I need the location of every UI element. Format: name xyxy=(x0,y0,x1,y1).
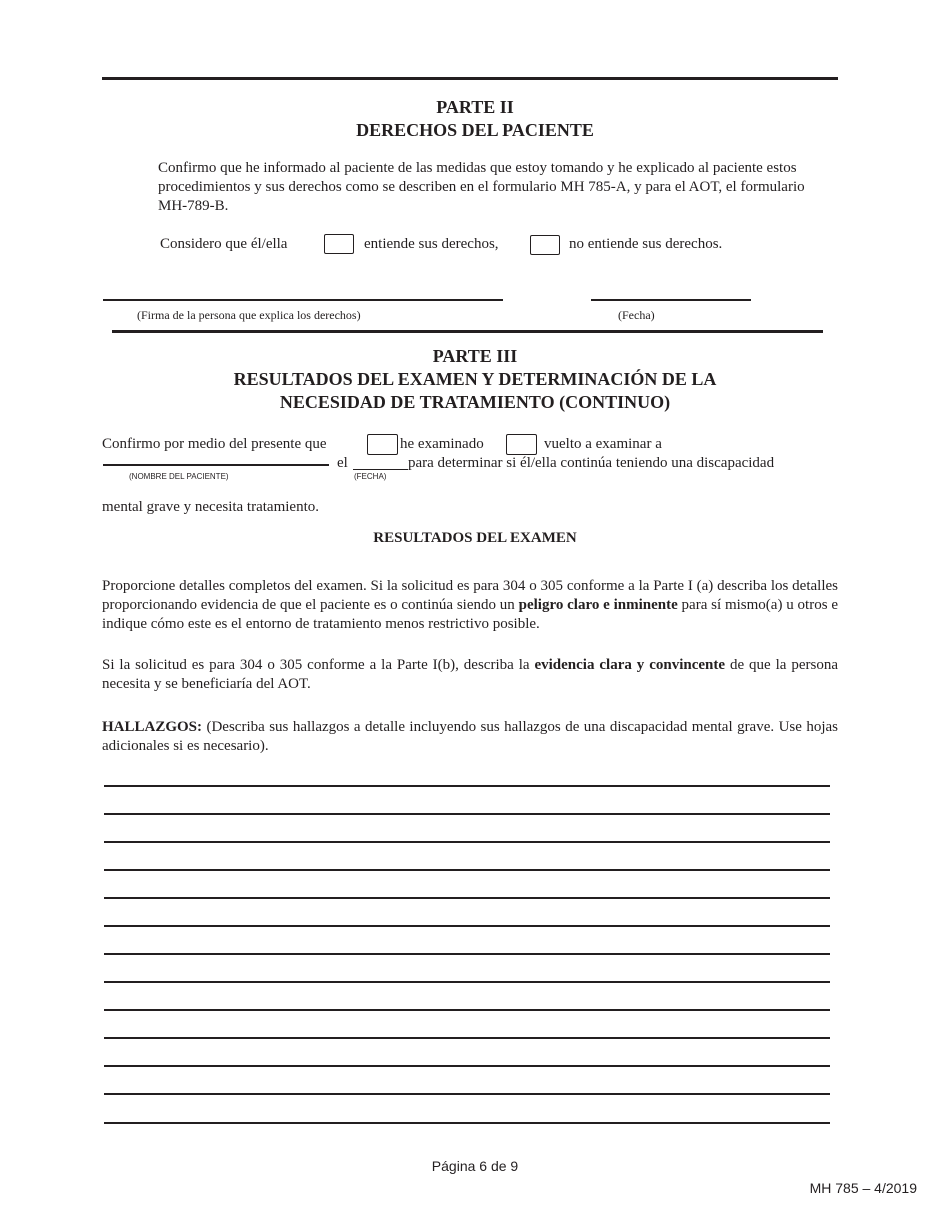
findings-line xyxy=(104,785,830,787)
findings-label: HALLAZGOS: xyxy=(102,719,203,735)
patient-name-field[interactable] xyxy=(104,447,328,464)
part3-title-line1: RESULTADOS DEL EXAMEN Y DETERMINACIÓN DE LA xyxy=(233,369,717,389)
examined-label: he examinado xyxy=(400,436,484,452)
part2-statement: Confirmo que he informado al paciente de las medidas que estoy tomando y he explicado al paciente estos procedimientos y sus derechos como se describen en el formulario MH 785-A, y para el AOT, el formulario MH-789-B. xyxy=(158,160,805,214)
part2-heading: PARTE II xyxy=(436,97,514,117)
part3-title-line2: NECESIDAD DE TRATAMIENTO (CONTINUO) xyxy=(279,392,671,412)
details-bold: peligro claro e inminente xyxy=(518,597,678,613)
findings-line xyxy=(104,981,830,983)
findings-text: (Describa sus hallazgos a detalle incluyendo sus hallazgos de una discapacidad mental grave. Use hojas adicionales si es necesario). xyxy=(102,719,838,754)
understands-checkbox[interactable] xyxy=(324,234,354,254)
understands-label: entiende sus derechos, xyxy=(364,236,499,252)
part2-date-field[interactable] xyxy=(592,279,750,299)
exam-date-caption: (FECHA) xyxy=(354,472,387,481)
considero-label: Considero que él/ella xyxy=(160,236,288,252)
part2-date-caption: (Fecha) xyxy=(618,308,655,322)
patient-name-caption: (NOMBRE DEL PACIENTE) xyxy=(129,472,229,481)
aot-text: Si la solicitud es para 304 o 305 conforme a la Parte I(b), describa la xyxy=(102,657,535,673)
findings-line xyxy=(104,1065,830,1067)
patient-name-line xyxy=(103,464,329,466)
aot-text2: de que la persona necesita y se beneficiaría del AOT. xyxy=(102,657,838,692)
findings-line xyxy=(104,953,830,955)
signature-caption: (Firma de la persona que explica los derechos) xyxy=(137,308,361,322)
exam-date-line xyxy=(353,469,408,470)
form-id: MH 785 – 4/2019 xyxy=(809,1180,917,1196)
part2-title: DERECHOS DEL PACIENTE xyxy=(356,120,594,140)
findings-line xyxy=(104,1009,830,1011)
details-paragraph xyxy=(102,577,838,634)
findings-line xyxy=(104,869,830,871)
details-text2: para sí mismo(a) u otros e indique cómo este es el entorno de tratamiento menos restrictivo posible. xyxy=(102,597,838,632)
findings-line xyxy=(104,1122,830,1124)
signature-field[interactable] xyxy=(104,279,502,299)
reexamined-label: vuelto a examinar a xyxy=(544,436,662,452)
purpose-text: para determinar si él/ella continúa teniendo una discapacidad xyxy=(408,455,775,471)
aot-paragraph xyxy=(102,656,838,694)
findings-line xyxy=(104,1037,830,1039)
purpose-continued: mental grave y necesita tratamiento. xyxy=(102,499,319,515)
findings-line xyxy=(104,925,830,927)
findings-line xyxy=(104,1093,830,1095)
signature-line xyxy=(103,299,503,301)
findings-line xyxy=(104,897,830,899)
not-understands-label: no entiende sus derechos. xyxy=(569,236,723,252)
part2-date-line xyxy=(591,299,751,301)
reexamined-checkbox[interactable] xyxy=(506,434,537,455)
findings-line xyxy=(104,841,830,843)
part3-heading: PARTE III xyxy=(432,346,518,366)
details-text: Proporcione detalles completos del examen. Si la solicitud es para 304 o 305 conforme a la Parte I (a) describa los detalles proporcionando evidencia de que el paciente es o continúa siendo un xyxy=(102,578,838,613)
results-heading: RESULTADOS DEL EXAMEN xyxy=(373,530,577,546)
page-number: Página 6 de 9 xyxy=(431,1158,519,1174)
examined-checkbox[interactable] xyxy=(367,434,398,455)
aot-bold: evidencia clara y convincente xyxy=(534,657,726,673)
not-understands-checkbox[interactable] xyxy=(530,235,560,255)
exam-date-field[interactable] xyxy=(354,453,406,469)
findings-paragraph xyxy=(102,718,838,756)
confirm-prefix: Confirmo por medio del presente que xyxy=(102,436,327,452)
findings-line xyxy=(104,813,830,815)
top-rule xyxy=(102,77,838,80)
section-divider xyxy=(112,330,823,333)
el-label: el xyxy=(337,455,348,471)
